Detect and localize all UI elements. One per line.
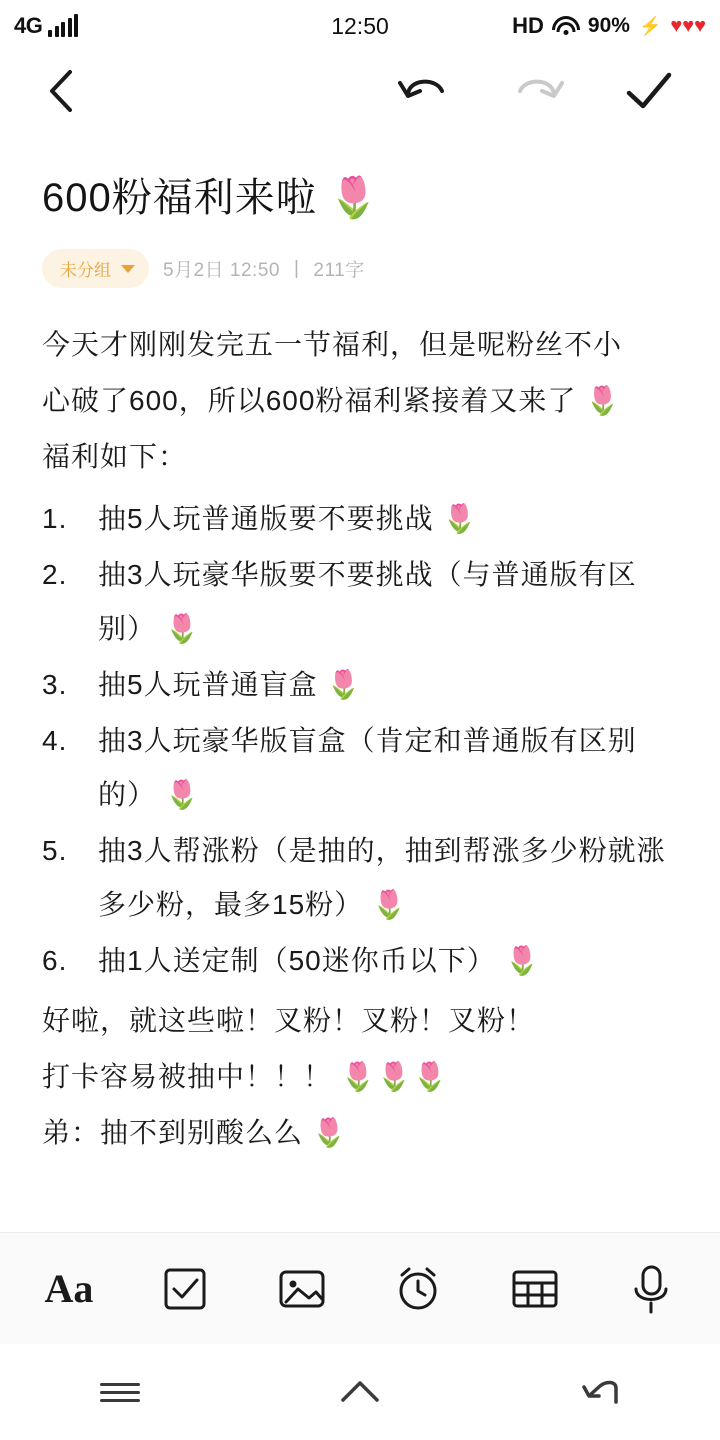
alarm-clock-icon xyxy=(392,1263,444,1315)
list-item xyxy=(42,934,678,988)
note-body[interactable] xyxy=(42,318,678,1160)
list-item xyxy=(42,548,678,656)
note-meta-row xyxy=(42,249,678,288)
folder-chip-label: 未分组 xyxy=(60,261,111,280)
list-item-number: 5. xyxy=(42,835,68,866)
list-item-text: 抽1人送定制（50迷你币以下） 🌷 xyxy=(98,945,541,976)
folder-chip[interactable] xyxy=(42,249,149,288)
note-content xyxy=(0,130,720,1160)
list-item xyxy=(42,492,678,546)
meta-separator: | xyxy=(293,257,300,279)
nav-recents-button[interactable] xyxy=(75,1362,165,1422)
network-type-label: 4G xyxy=(14,13,43,38)
redo-button[interactable] xyxy=(510,69,566,113)
wifi-icon xyxy=(553,16,579,36)
android-nav-bar xyxy=(0,1344,720,1440)
list-item-text: 抽5人玩普通版要不要挑战 🌷 xyxy=(98,503,479,534)
list-item-number: 1. xyxy=(42,503,68,534)
note-paragraph: 好啦，就这些啦！叉粉！叉粉！叉粉！ xyxy=(42,1005,536,1036)
reminder-button[interactable] xyxy=(383,1254,453,1324)
list-item-number: 2. xyxy=(42,559,68,590)
home-icon xyxy=(335,1374,385,1410)
back-icon xyxy=(576,1372,624,1412)
undo-button[interactable] xyxy=(396,69,452,113)
list-item-number: 6. xyxy=(42,945,68,976)
status-bar xyxy=(0,0,720,52)
note-paragraph: 心破了600，所以600粉福利紧接着又来了 🌷 xyxy=(42,385,622,416)
note-date: 5月2日 12:50 xyxy=(163,260,280,281)
list-item xyxy=(42,658,678,712)
note-title[interactable]: 600粉福利来啦 🌷 xyxy=(42,176,380,220)
image-icon xyxy=(276,1265,328,1313)
insert-image-button[interactable] xyxy=(267,1254,337,1324)
list-item xyxy=(42,824,678,932)
nav-home-button[interactable] xyxy=(315,1362,405,1422)
voice-record-button[interactable] xyxy=(616,1254,686,1324)
list-item-text: 抽3人帮涨粉（是抽的，抽到帮涨多少粉就涨多少粉，最多15粉） 🌷 xyxy=(98,835,666,920)
note-paragraph: 弟：抽不到别酸么么 🌷 xyxy=(42,1117,348,1148)
note-paragraph: 今天才刚刚发完五一节福利，但是呢粉丝不小 xyxy=(42,329,623,360)
note-paragraph: 打卡容易被抽中！！！ 🌷🌷🌷 xyxy=(42,1061,449,1092)
hd-label: HD xyxy=(512,13,544,38)
done-check-button[interactable] xyxy=(624,69,674,113)
list-item xyxy=(42,714,678,822)
battery-percent-label: 90% xyxy=(587,14,630,37)
note-edit-toolbar xyxy=(0,1232,720,1344)
list-item-text: 抽3人玩豪华版要不要挑战（与普通版有区别） 🌷 xyxy=(98,559,637,644)
checkbox-icon xyxy=(160,1264,210,1314)
status-clock: 12:50 xyxy=(331,12,389,39)
hearts-icon: ♥♥♥ xyxy=(670,14,706,37)
charging-bolt-icon: ⚡ xyxy=(638,15,662,36)
checkbox-button[interactable] xyxy=(150,1254,220,1324)
list-item-text: 抽5人玩普通盲盒 🌷 xyxy=(98,669,363,700)
note-char-count: 211字 xyxy=(313,260,365,281)
nav-back-button[interactable] xyxy=(555,1362,645,1422)
list-item-number: 3. xyxy=(42,669,68,700)
note-paragraph: 福利如下： xyxy=(42,441,188,472)
chevron-down-icon xyxy=(121,265,135,273)
font-style-label: Aa xyxy=(44,1266,94,1311)
font-style-button[interactable] xyxy=(34,1254,104,1324)
editor-toolbar xyxy=(0,52,720,130)
list-item-number: 4. xyxy=(42,725,68,756)
note-ordered-list xyxy=(42,492,678,988)
back-button[interactable] xyxy=(44,66,78,116)
menu-icon xyxy=(100,1378,140,1407)
insert-table-button[interactable] xyxy=(500,1254,570,1324)
list-item-text: 抽3人玩豪华版盲盒（肯定和普通版有区别的） 🌷 xyxy=(98,725,637,810)
microphone-icon xyxy=(630,1263,672,1315)
table-icon xyxy=(509,1266,561,1312)
